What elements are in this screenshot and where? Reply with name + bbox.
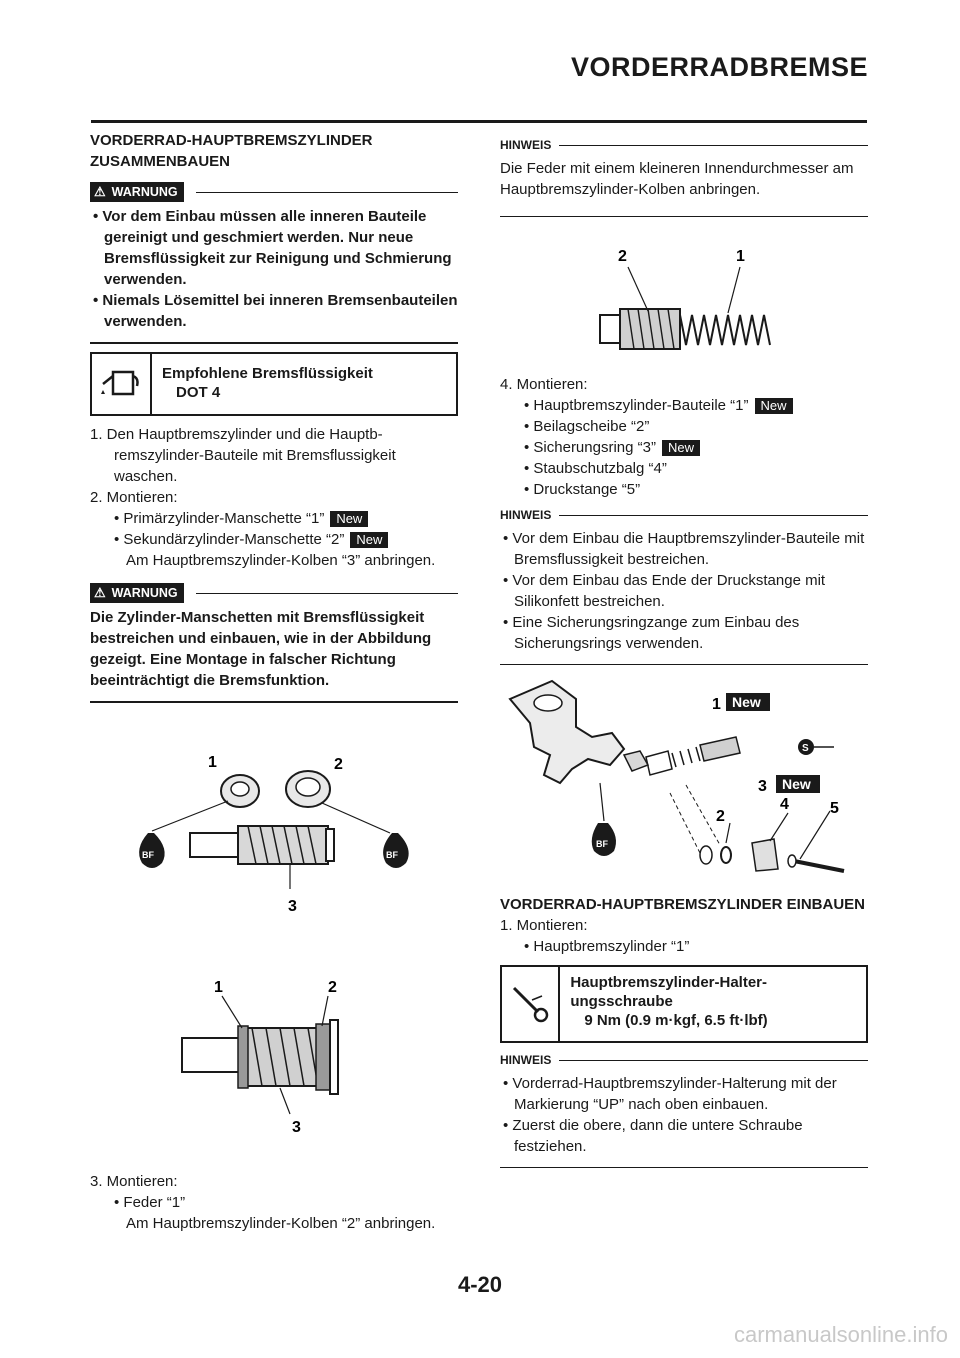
new-badge: New (662, 440, 700, 456)
figure-cups-piston (90, 741, 458, 941)
page-number: 4-20 (457, 1272, 503, 1297)
step-2-item-1: • Primärzylinder-Manschette “1” New (90, 508, 458, 529)
right-column (500, 130, 868, 1176)
hinweis-header-2: HINWEIS (500, 508, 868, 522)
step-4-item-3: • Sicherungsring “3” New (500, 437, 868, 458)
svg-text:5: 5 (830, 800, 839, 817)
new-badge: New (350, 532, 388, 548)
spec-value: DOT 4 (176, 384, 221, 401)
install-step-1: 1. Montieren: (500, 917, 588, 934)
step-4-item-2: • Beilagscheibe “2” (524, 418, 650, 435)
callout-3: 3 (288, 898, 297, 915)
svg-text:2: 2 (328, 979, 337, 996)
spec-title: Empfohlene Bremsflüssigkeit (162, 365, 373, 382)
svg-text:S: S (802, 743, 809, 754)
torque-value: 9 Nm (0.9 m·kgf, 6.5 ft·lbf) (584, 1012, 768, 1029)
torque-title: Hauptbremszylinder-Halterungsschraube (570, 974, 768, 1010)
svg-text:2: 2 (716, 808, 725, 825)
svg-text:BF: BF (142, 850, 154, 860)
warning-text-2: Die Zylinder-Manschetten mit Bremsflüssigkeit bestreichen und einbauen, wie in der Abbildung gezeigt. Eine Montage in falscher Richtung beeinträchtigt die Bremsfunktion. (90, 609, 432, 689)
warning-badge: ⚠ WARNUNG (90, 583, 184, 603)
step-1: 1. Den Hauptbremszylinder und die Hauptbremszylinder-Bauteile mit Bremsflussigkeit waschen. (90, 426, 396, 485)
svg-text:1: 1 (736, 248, 745, 265)
warning-header-2 (90, 583, 458, 603)
section-heading-assemble: VORDERRAD-HAUPTBREMSZYLINDER ZUSAMMENBAUEN (90, 132, 373, 170)
hinweis-item: • Eine Sicherungsringzange zum Einbau des Sicherungsrings verwenden. (503, 614, 800, 652)
step-2: 2. Montieren: (90, 489, 178, 506)
oil-can-icon (92, 354, 152, 414)
svg-text:2: 2 (618, 248, 627, 265)
page-title: VORDERRADBREMSE (570, 52, 868, 82)
warning-item: • Vor dem Einbau müssen alle inneren Bauteile gereinigt und geschmiert werden. Nur neue Bremsflüssigkeit zur Reinigung und Schmierung verwenden. (93, 208, 452, 288)
step-3: 3. Montieren: (90, 1173, 178, 1190)
hinweis-header-1: HINWEIS (500, 138, 868, 152)
figure-spring (500, 225, 868, 365)
step-2-note: Am Hauptbremszylinder-Kolben “3” anbringen. (126, 552, 436, 569)
svg-text:BF: BF (596, 839, 608, 849)
svg-text:4: 4 (780, 796, 789, 813)
svg-text:New: New (782, 776, 811, 792)
svg-text:New: New (732, 694, 761, 710)
warning-badge: ⚠ WARNUNG (90, 182, 184, 202)
step-2-item-2: • Sekundärzylinder-Manschette “2” New (90, 529, 458, 550)
hinweis-header-3: HINWEIS (500, 1053, 868, 1067)
spec-box-brake-fluid (90, 352, 458, 416)
step-3-item-1: • Feder “1” (114, 1194, 186, 1211)
section-heading-install: VORDERRAD-HAUPTBREMSZYLINDER EINBAUEN (500, 896, 866, 913)
svg-text:1: 1 (214, 979, 223, 996)
svg-text:3: 3 (292, 1119, 301, 1136)
svg-text:BF: BF (386, 850, 398, 860)
warning-header-1 (90, 182, 458, 202)
title-rule (91, 120, 867, 123)
hinweis-item: • Vor dem Einbau die Hauptbremszylinder-Bauteile mit Bremsflussigkeit bestreichen. (503, 530, 865, 568)
step-4-item-5: • Druckstange “5” (524, 481, 641, 498)
install-step-1-item: • Hauptbremszylinder “1” (524, 938, 690, 955)
hinweis-item: • Vor dem Einbau das Ende der Druckstange mit Silikonfett bestreichen. (503, 572, 826, 610)
step-4: 4. Montieren: (500, 376, 588, 393)
step-4-item-1: • Hauptbremszylinder-Bauteile “1” New (500, 395, 868, 416)
svg-text:3: 3 (758, 778, 767, 795)
figure-assembled-piston (90, 976, 458, 1146)
callout-1: 1 (208, 754, 217, 771)
warning-item: • Niemals Lösemittel bei inneren Bremsenbauteilen verwenden. (93, 292, 458, 330)
left-column (90, 130, 458, 1234)
torque-wrench-icon (502, 967, 560, 1041)
step-4-item-4: • Staubschutzbalg “4” (524, 460, 667, 477)
new-badge: New (330, 511, 368, 527)
hinweis-text-1: Die Feder mit einem kleineren Innendurchmesser am Hauptbremszylinder-Kolben anbringen. (500, 160, 854, 198)
watermark: carmanualsonline.info (733, 1322, 948, 1347)
new-badge: New (755, 398, 793, 414)
warning-triangle-icon: ⚠ (94, 585, 106, 600)
spec-box-torque (500, 965, 868, 1043)
svg-text:1: 1 (712, 696, 721, 713)
callout-2: 2 (334, 756, 343, 773)
hinweis-item: • Zuerst die obere, dann die untere Schraube festziehen. (503, 1117, 803, 1155)
figure-master-cylinder-exploded (500, 673, 868, 873)
warning-triangle-icon: ⚠ (94, 184, 106, 199)
step-3-note: Am Hauptbremszylinder-Kolben “2” anbringen. (126, 1215, 436, 1232)
hinweis-item: • Vorderrad-Hauptbremszylinder-Halterung mit der Markierung “UP” nach oben einbauen. (503, 1075, 837, 1113)
